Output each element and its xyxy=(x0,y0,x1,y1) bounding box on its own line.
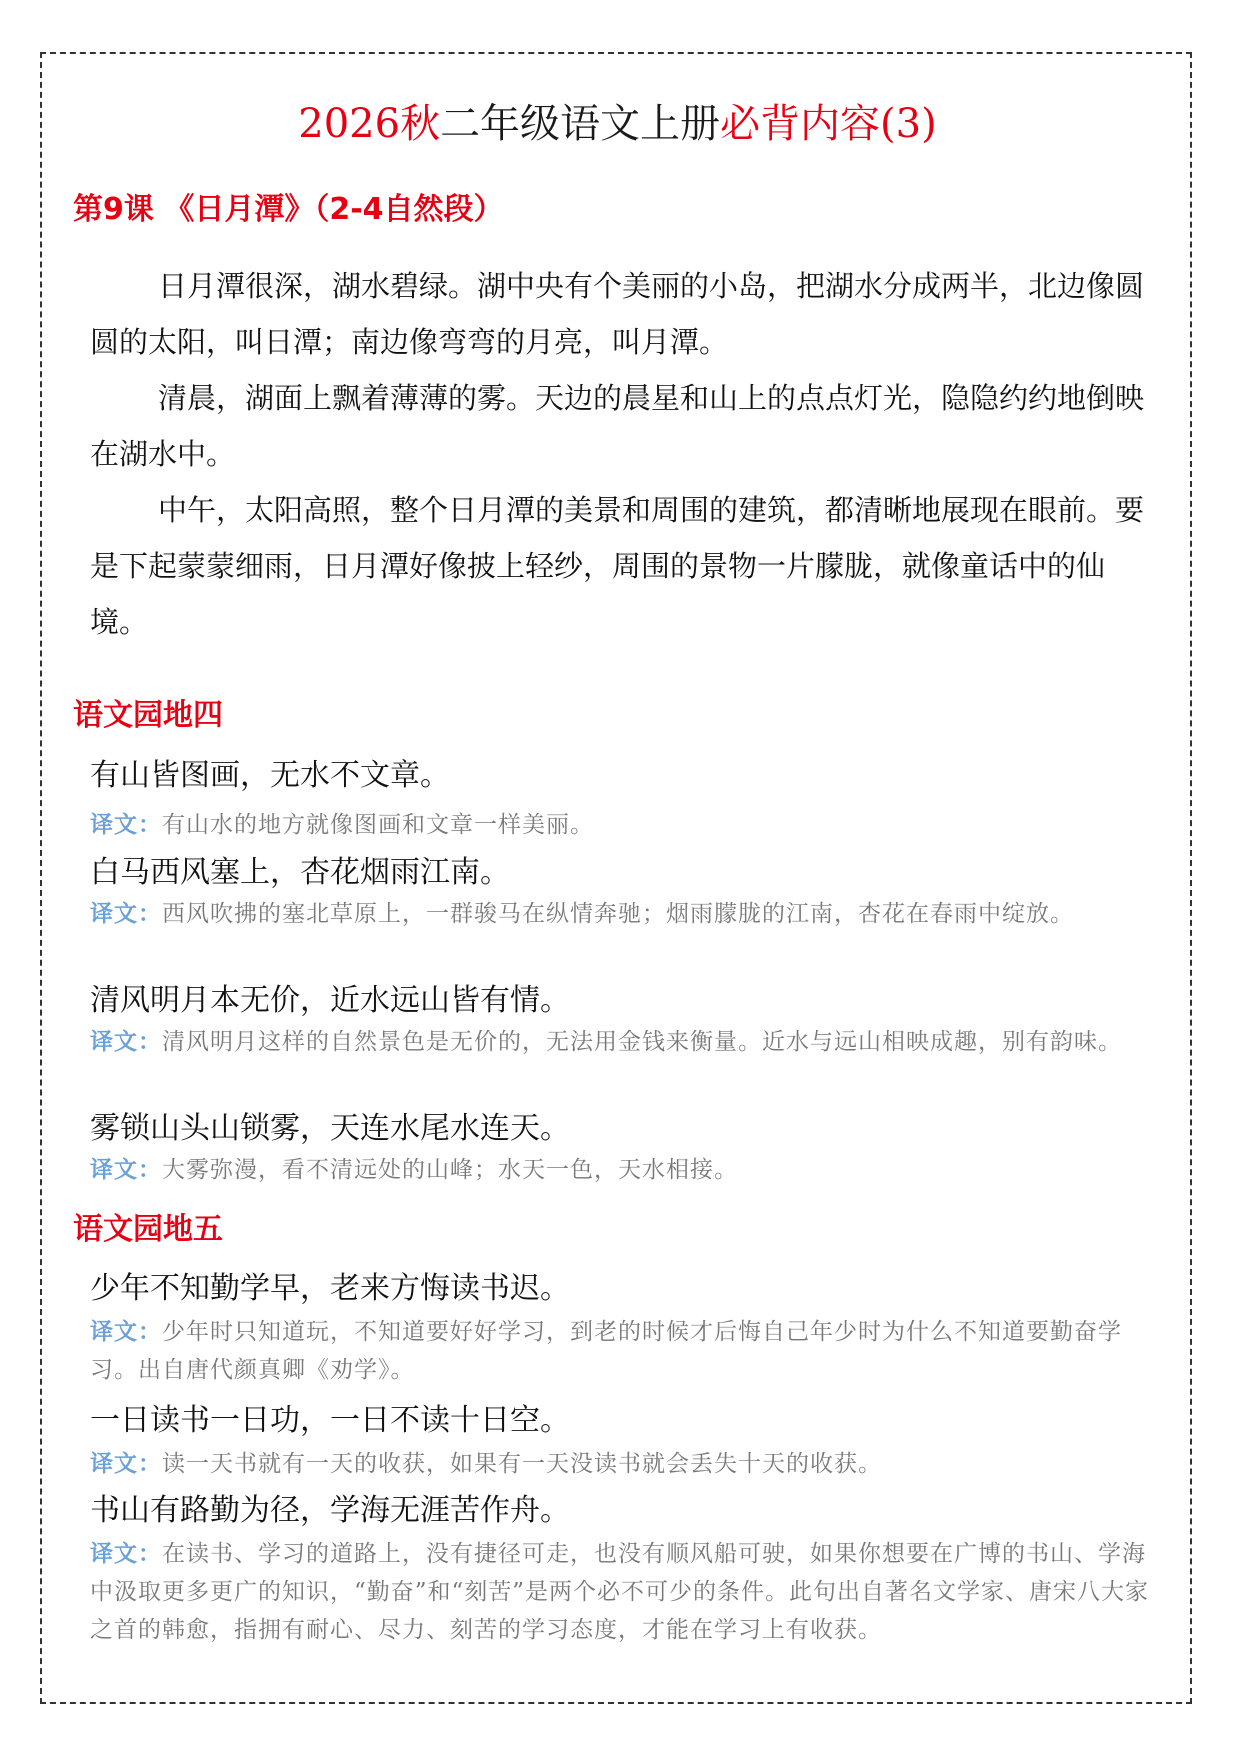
garden4-idiom-3: 清风明月本无价，近水远山皆有情。 xyxy=(90,983,570,1018)
garden4-idiom-2: 白马西风塞上，杏花烟雨江南。 xyxy=(90,855,510,890)
page-title xyxy=(0,96,1235,152)
translation-label: 译文： xyxy=(90,1156,162,1183)
garden5-idiom-2: 一日读书一日功，一日不读十日空。 xyxy=(90,1403,570,1438)
garden5-idiom-1: 少年不知勤学早，老来方悔读书迟。 xyxy=(90,1271,570,1306)
garden4-translation-1: 译文：有山水的地方就像图画和文章一样美丽。 xyxy=(90,811,594,838)
lesson9-paragraph-3: 中午，太阳高照，整个日月潭的美景和周围的建筑，都清晰地展现在眼前。要是下起蒙蒙细雨，日月潭好像披上轻纱，周围的景物一片朦胧，就像童话中的仙境。 xyxy=(90,493,1145,639)
garden5-idiom-3: 书山有路勤为径，学海无涯苦作舟。 xyxy=(90,1493,570,1528)
garden4-translation-4: 译文：大雾弥漫，看不清远处的山峰；水天一色，天水相接。 xyxy=(90,1156,738,1183)
title-subject: 必背内容(3) xyxy=(720,101,937,147)
garden4-idiom-4: 雾锁山头山锁雾，天连水尾水连天。 xyxy=(90,1111,570,1146)
title-grade: 二年级语文上册 xyxy=(440,101,721,147)
lesson9-paragraph-1: 日月潭很深，湖水碧绿。湖中央有个美丽的小岛，把湖水分成两半，北边像圆圆的太阳，叫日潭；南边像弯弯的月亮，叫月潭。 xyxy=(90,269,1145,359)
garden5-translation-1: 译文：少年时只知道玩，不知道要好好学习，到老的时候才后悔自己年少时为什么不知道要勤奋学习。出自唐代颜真卿《劝学》。 xyxy=(90,1318,1122,1383)
translation-label: 译文： xyxy=(90,811,162,838)
garden4-idiom-1: 有山皆图画，无水不文章。 xyxy=(90,758,450,793)
translation-label: 译文： xyxy=(90,1028,162,1055)
garden5-translation-2: 译文：读一天书就有一天的收获，如果有一天没读书就会丢失十天的收获。 xyxy=(90,1450,882,1477)
garden4-translation-3: 译文：清风明月这样的自然景色是无价的，无法用金钱来衡量。近水与远山相映成趣，别有韵味。 xyxy=(90,1028,1122,1055)
translation-label: 译文： xyxy=(90,1450,162,1477)
lesson9-heading: 第9课 《日月潭》（2-4自然段） xyxy=(73,192,504,227)
garden4-translation-2: 译文：西风吹拂的塞北草原上，一群骏马在纵情奔驰；烟雨朦胧的江南，杏花在春雨中绽放。 xyxy=(90,900,1074,927)
garden5-translation-3: 译文：在读书、学习的道路上，没有捷径可走，也没有顺风船可驶，如果你想要在广博的书山、学海中汲取更多更广的知识，“勤奋”和“刻苦”是两个必不可少的条件。此句出自著名文学家、唐宋八大家之首的韩愈，指拥有耐心、尽力、刻苦的学习态度，才能在学习上有收获。 xyxy=(90,1540,1150,1643)
translation-label: 译文： xyxy=(90,1540,162,1567)
title-year: 2026秋 xyxy=(298,101,441,147)
translation-label: 译文： xyxy=(90,900,162,927)
garden4-heading: 语文园地四 xyxy=(73,698,223,733)
translation-label: 译文： xyxy=(90,1318,162,1345)
lesson9-paragraph-2: 清晨，湖面上飘着薄薄的雾。天边的晨星和山上的点点灯光，隐隐约约地倒映在湖水中。 xyxy=(90,381,1145,471)
garden5-heading: 语文园地五 xyxy=(73,1212,223,1247)
